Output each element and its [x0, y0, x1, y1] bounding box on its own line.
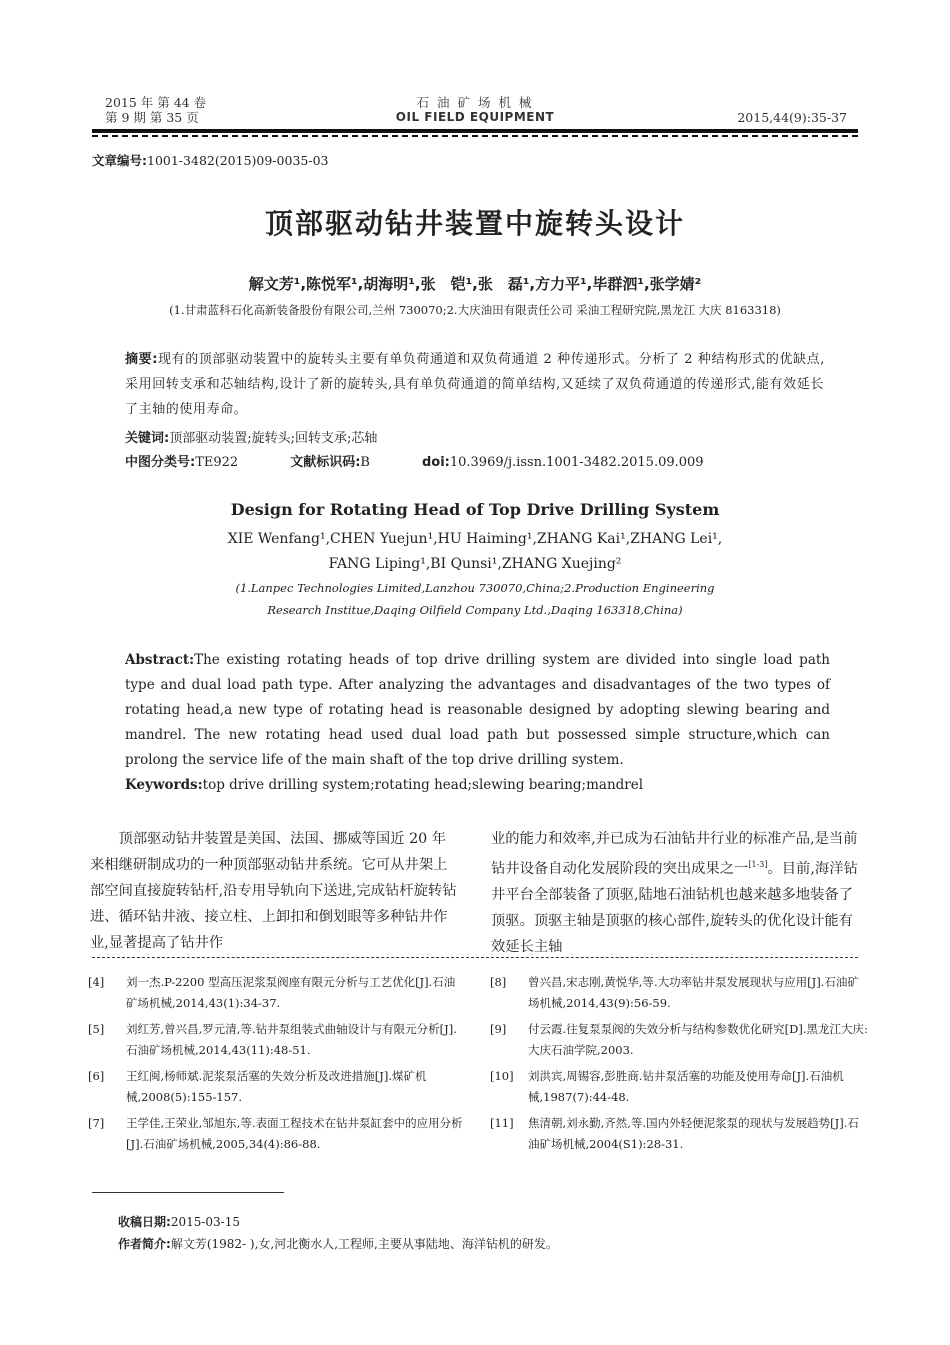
- journal-name-en: OIL FIELD EQUIPMENT: [395, 110, 555, 124]
- abstract-cn-text: 现有的顶部驱动装置中的旋转头主要有单负荷通道和双负荷通道 2 种传递形式。分析了 2 种结构形式的优缺点,采用回转支承和芯轴结构,设计了新的旋转头,具有单负荷通道的简单结构,又延续了双负荷通道的传递形式,能有效延长了主轴的使用寿命。: [125, 352, 826, 417]
- reference-item: [490, 1113, 868, 1155]
- authors-cn: 解文芳¹,陈悦军¹,胡海明¹,张 铠¹,张 磊¹,方力平¹,毕群泗¹,张学婧²: [248, 275, 702, 293]
- authors-en-line1: XIE Wenfang¹,CHEN Yuejun¹,HU Haiming¹,ZHANG Kai¹,ZHANG Lei¹,: [227, 531, 723, 547]
- references-left-column: [88, 972, 466, 1160]
- received-date: [118, 1213, 240, 1230]
- header-rule-dashed: [92, 135, 858, 137]
- reference-number: [7]: [88, 1116, 105, 1130]
- article-number: [92, 151, 328, 169]
- affiliation-cn: (1.甘肃蓝科石化高新装备股份有限公司,兰州 730070;2.大庆油田有限责任公司 采油工程研究院,黑龙江 大庆 8163318): [169, 303, 781, 317]
- citation-marker: [1-3]: [748, 860, 768, 869]
- received-value: 2015-03-15: [170, 1215, 240, 1229]
- reference-number: [8]: [490, 975, 507, 989]
- keywords-cn-label: 关键词:: [125, 431, 170, 446]
- reference-text: 王学佳,王荣业,邹旭东,等.表面工程技术在钻井泵缸套中的应用分析[J].石油矿场机械,2005,34(4):86-88.: [126, 1116, 463, 1151]
- journal-name-cn: 石 油 矿 场 机 械: [416, 95, 534, 110]
- reference-item: [490, 972, 868, 1014]
- author-bio: [118, 1235, 558, 1252]
- reference-item: [88, 1019, 466, 1061]
- affiliation-en: [0, 577, 950, 621]
- keywords-en-text: top drive drilling system;rotating head;slewing bearing;mandrel: [202, 777, 644, 793]
- keywords-en-label: Keywords:: [125, 777, 203, 793]
- header-year-volume: 2015 年 第 44 卷: [105, 95, 207, 110]
- abstract-en-label: Abstract:: [125, 652, 195, 668]
- clc-value: TE922: [195, 455, 239, 470]
- article-number-label: 文章编号:: [92, 153, 147, 168]
- reference-number: [6]: [88, 1069, 105, 1083]
- body-right-pre: 业的能力和效率,并已成为石油钻井行业的标准产品,是当前钻井设备自动化发展阶段的突出成果之一: [491, 831, 858, 877]
- keywords-en: [125, 773, 830, 798]
- header-issue-page: 第 9 期 第 35 页: [105, 110, 199, 125]
- reference-number: [9]: [490, 1022, 507, 1036]
- affiliation-en-line2: Research Institue,Daqing Oilfield Company Ltd.,Daqing 163318,China): [267, 603, 683, 617]
- references-divider: [92, 957, 858, 958]
- keywords-cn: [125, 426, 830, 451]
- classification-line: [125, 450, 830, 475]
- reference-item: [88, 1113, 466, 1155]
- clc-label: 中图分类号:: [125, 455, 196, 470]
- footnote-rule: [92, 1192, 284, 1193]
- paper-title-cn: 顶部驱动钻井装置中旋转头设计: [264, 207, 685, 240]
- abstract-en: [125, 648, 830, 773]
- reference-item: [88, 1066, 466, 1108]
- reference-item: [88, 972, 466, 1014]
- reference-item: [490, 1019, 868, 1061]
- abstract-en-text: The existing rotating heads of top drive drilling system are divided into single load path type and dual load path type. After analyzing the advantages and disadvantages of the two types of rotating head,a new type of rotating head is reasonable designed by adopting slewing bearing and mandrel. The new rotating head used dual load path but possessed simple structure,which can prolong the service life of the main shaft of the top drive drilling system.: [125, 652, 830, 768]
- reference-text: 刘洪宾,周锡容,彭胜商.钻井泵活塞的功能及使用寿命[J].石油机械,1987(7):44-48.: [528, 1069, 844, 1104]
- body-column-left: 顶部驱动钻井装置是美国、法国、挪威等国近 20 年来相继研制成功的一种顶部驱动钻井系统。它可从井架上部空间直接旋转钻杆,沿专用导轨向下送进,完成钻杆旋转钻进、循环钻井液、接立柱、上卸扣和倒划眼等多种钻井作业,显著提高了钻井作: [90, 831, 457, 951]
- reference-number: [11]: [490, 1116, 514, 1130]
- doc-code-value: B: [360, 455, 370, 470]
- abstract-cn: [125, 347, 830, 422]
- references-right-column: [490, 972, 868, 1160]
- article-number-value: 1001-3482(2015)09-0035-03: [147, 153, 329, 168]
- authors-en-line2: FANG Liping¹,BI Qunsi¹,ZHANG Xuejing²: [328, 556, 622, 572]
- body-right-post: 。目前,海洋钻井平台全部装备了顶驱,陆地石油钻机也越来越多地装备了顶驱。顶驱主轴是顶驱的核心部件,旋转头的优化设计能有效延长主轴: [491, 860, 858, 955]
- doc-code-label: 文献标识码:: [290, 455, 361, 470]
- header-rule: [92, 129, 858, 133]
- author-bio-label: 作者简介:: [118, 1237, 171, 1251]
- header-left: [105, 95, 206, 125]
- received-label: 收稿日期:: [118, 1215, 171, 1229]
- authors-en: [0, 527, 950, 577]
- reference-item: [490, 1066, 868, 1108]
- reference-text: 刘一杰.P-2200 型高压泥浆泵阀座有限元分析与工艺优化[J].石油矿场机械,2014,43(1):34-37.: [126, 975, 456, 1010]
- reference-text: 王红闽,杨师斌.泥浆泵活塞的失效分析及改进措施[J].煤矿机械,2008(5):155-157.: [126, 1069, 427, 1104]
- reference-text: 付云霞.往复泵泵阀的失效分析与结构参数优化研究[D].黑龙江大庆:大庆石油学院,2003.: [528, 1022, 868, 1057]
- header-citation: 2015,44(9):35-37: [737, 110, 847, 125]
- doi-value: 10.3969/j.issn.1001-3482.2015.09.009: [449, 455, 704, 470]
- doi-label: doi:: [421, 455, 450, 470]
- reference-text: 曾兴昌,宋志刚,黄悦华,等.大功率钻井泵发展现状与应用[J].石油矿场机械,2014,43(9):56-59.: [528, 975, 859, 1010]
- reference-text: 刘红芳,曾兴昌,罗元清,等.钻井泵组装式曲轴设计与有限元分析[J].石油矿场机械,2014,43(11):48-51.: [126, 1022, 457, 1057]
- reference-number: [5]: [88, 1022, 105, 1036]
- body-column-right: [491, 826, 859, 960]
- header-journal: [330, 95, 620, 125]
- author-bio-value: 解文芳(1982- ),女,河北衡水人,工程师,主要从事陆地、海洋钻机的研发。: [170, 1237, 558, 1251]
- abstract-cn-label: 摘要:: [125, 352, 158, 367]
- paper-title-en: Design for Rotating Head of Top Drive Drilling System: [230, 500, 720, 519]
- reference-number: [4]: [88, 975, 105, 989]
- affiliation-en-line1: (1.Lanpec Technologies Limited,Lanzhou 730070,China;2.Production Engineering: [235, 581, 715, 595]
- reference-text: 焦清朝,刘永勤,齐然,等.国内外轻便泥浆泵的现状与发展趋势[J].石油矿场机械,2004(S1):28-31.: [528, 1116, 859, 1151]
- reference-number: [10]: [490, 1069, 514, 1083]
- keywords-cn-text: 顶部驱动装置;旋转头;回转支承;芯轴: [169, 431, 378, 446]
